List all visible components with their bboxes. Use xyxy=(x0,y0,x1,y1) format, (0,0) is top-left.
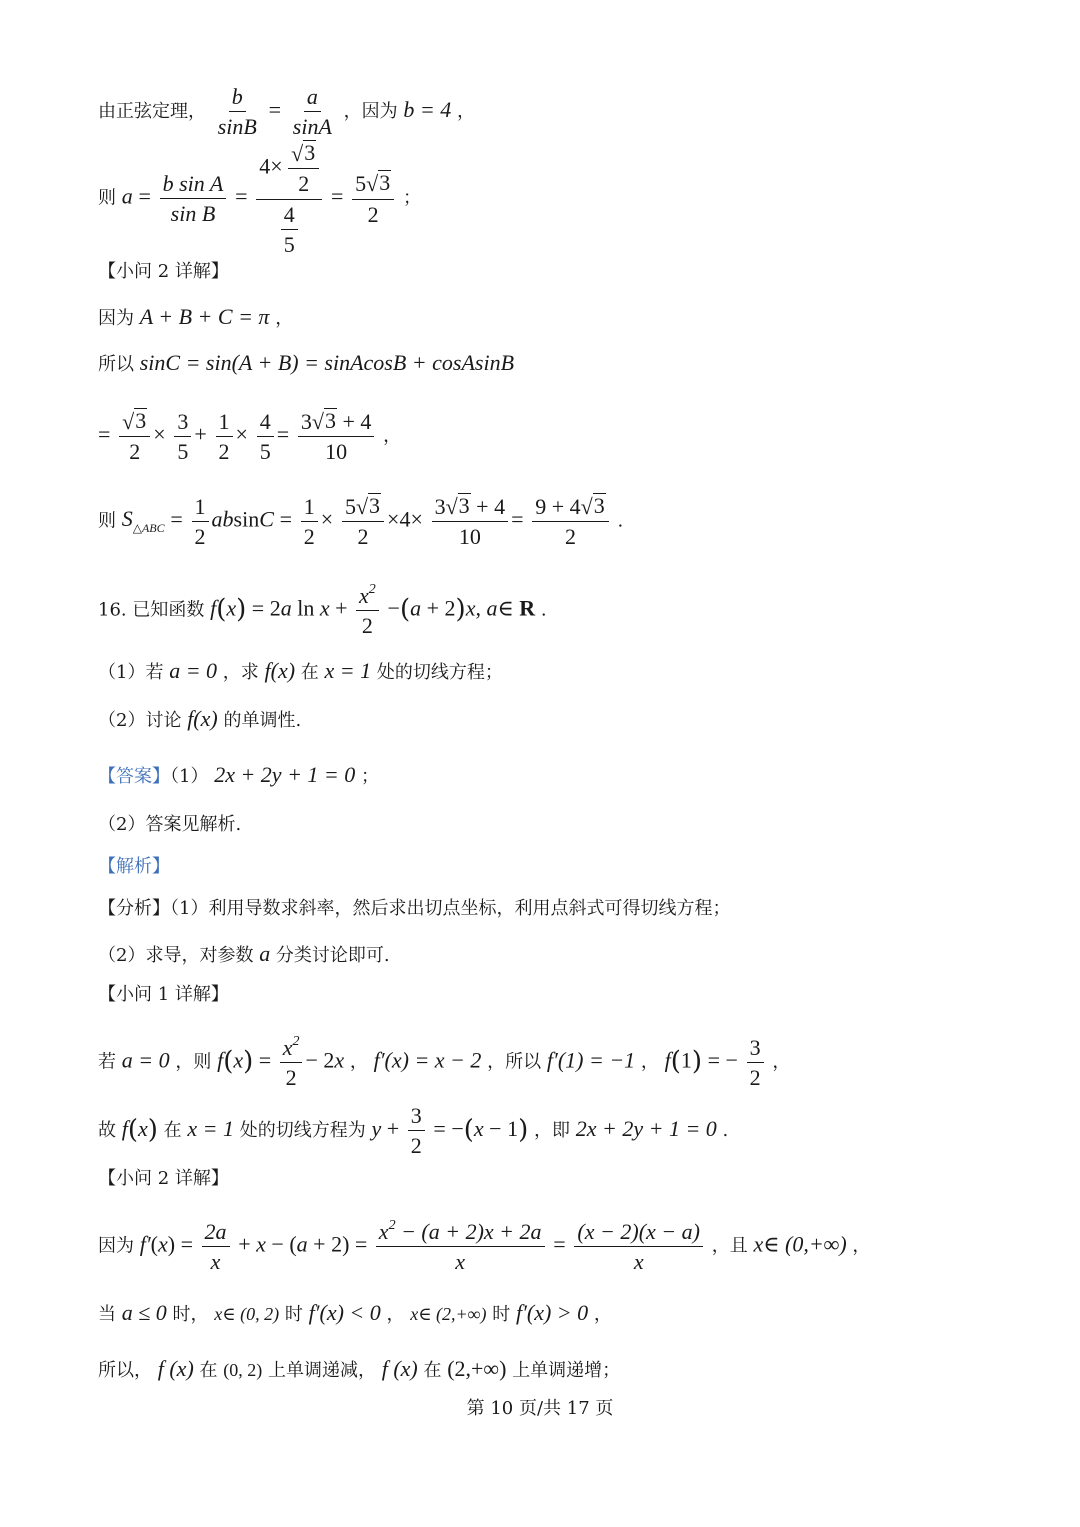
fraction: $\frac{1}{2}$ xyxy=(216,409,233,465)
text: 16. 已知函数 xyxy=(98,599,205,621)
problem-16-statement: 16. 已知函数 f(x) = 2a ln x + $\frac{x^2}{2}$ −(a + 2)x, a∈ R . xyxy=(98,582,547,639)
line-sinC-value: = √ 3 2 × $\frac{3}{5}$ + $\frac{1}{2}$ × $\frac{4}{5}$ = 3 √ 3 + 4 10 ， xyxy=(98,408,402,465)
text: 在 xyxy=(199,1360,218,1381)
equation: x∈ (2,+∞) xyxy=(410,1304,487,1324)
equation: x = 1 xyxy=(324,658,372,683)
fraction: $\frac{3}{5}$ xyxy=(174,409,191,465)
text: ， xyxy=(593,1304,612,1325)
equation: f(x) xyxy=(264,658,296,683)
equation: A + B + C = π xyxy=(139,304,270,329)
fraction-a-over-sinA: $\frac{a}{\sin A}$ xyxy=(292,84,332,140)
text: ， xyxy=(349,1051,368,1073)
fraction-complex: 4× √ 3 2 $\frac{4}{5}$ xyxy=(256,140,322,257)
fraction: 3 √ 3 + 4 10 xyxy=(298,408,375,465)
sub2-line-3 xyxy=(98,1358,620,1380)
text: ，则 xyxy=(175,1051,212,1073)
answer-line-2: （2）答案见解析. xyxy=(98,814,242,835)
fraction: 3 √ 3 + 4 10 xyxy=(432,493,509,550)
text: 在 xyxy=(300,662,319,683)
text: ，即 xyxy=(533,1119,570,1141)
equation: f (x) xyxy=(157,1356,194,1381)
fraction-bsinA-over-sinB: $\frac{\text{b sin A}}{\text{sin B}}$ xyxy=(160,171,227,227)
line-angle-sum xyxy=(98,306,293,328)
fraction: $\frac{x^2 - (a + 2)x + 2a}{x}$ xyxy=(376,1218,545,1275)
fraction: 5 √ 3 2 xyxy=(342,493,384,550)
text: 上单调递增； xyxy=(512,1360,621,1381)
page-footer: 第 10 页/共 17 页 xyxy=(466,1398,614,1419)
text: ，所以 xyxy=(487,1051,542,1073)
text: 当 xyxy=(98,1304,116,1325)
text: ，且 xyxy=(711,1235,748,1257)
equation: a ≤ 0 xyxy=(121,1300,167,1325)
text: （2）求导，对参数 xyxy=(98,945,254,966)
analysis-tag: 【解析】 xyxy=(98,856,170,877)
equation: (2,+∞) xyxy=(447,1356,507,1381)
text: ， xyxy=(383,425,402,447)
fraction: $\frac{4}{5}$ xyxy=(257,409,274,465)
text: （1）利用导数求斜率，然后求出切点坐标，利用点斜式可得切线方程； xyxy=(170,898,731,919)
text: . xyxy=(722,1119,729,1141)
equation: f′(1) = −1 xyxy=(546,1047,636,1073)
text: ； xyxy=(402,187,421,209)
text: 处的切线方程； xyxy=(376,662,503,683)
text: 则 xyxy=(98,510,116,532)
text: ， xyxy=(640,1051,659,1073)
line-sinC xyxy=(98,352,514,374)
text: 在 xyxy=(163,1119,182,1141)
text: 因为 xyxy=(98,308,134,329)
heading-sub2: 【小问 2 详解】 xyxy=(98,261,229,282)
fraction: $\frac{3}{2}$ xyxy=(408,1103,425,1159)
text: 所以， xyxy=(98,1360,152,1381)
text: 的单调性. xyxy=(223,710,302,731)
fraction-b-over-sinB: $\frac{b}{\sin B}$ xyxy=(217,84,257,140)
equation: 2x + 2y + 1 = 0 xyxy=(575,1115,717,1141)
fraction: $\frac{1}{2}$ xyxy=(301,494,318,550)
equation: x∈ (0, 2) xyxy=(214,1304,280,1324)
text: 则 xyxy=(98,187,116,209)
problem-16-q1 xyxy=(98,660,503,682)
line-a-value: 则 a = $\frac{\text{b sin A}}{\text{sin B}}$ = 4× √ 3 2 $\frac{4}{5}$ = 5 √ 3 2 ； xyxy=(98,140,421,258)
equation: x = 1 xyxy=(187,1115,235,1141)
sub1-line-2: 故 f(x) 在 x = 1 处的切线方程为 y + $\frac{3}{2}$ = −(x − 1) ，即 2x + 2y + 1 = 0 . xyxy=(98,1103,729,1159)
heading-sub1: 【小问 1 详解】 xyxy=(98,984,229,1005)
equation: f (x) xyxy=(381,1356,418,1381)
equation: a xyxy=(259,941,271,966)
equation: f′(x) = x − 2 xyxy=(373,1047,482,1073)
fraction: $\frac{3}{2}$ xyxy=(747,1035,764,1091)
text: ，因为 xyxy=(343,100,398,122)
fraction: $\frac{x^2}{2}$ xyxy=(356,582,379,639)
text: 时 xyxy=(284,1304,303,1325)
text: （1） xyxy=(170,766,209,787)
text: 上单调递减， xyxy=(267,1360,376,1381)
text: 时 xyxy=(492,1304,511,1325)
fraction: $\frac{(x - 2)(x - a)}{x}$ xyxy=(574,1219,703,1275)
text: ，求 xyxy=(222,662,259,683)
equation: sinC = sin(A + B) = sinAcosB + cosAsinB xyxy=(139,350,515,375)
fraction: $\frac{x^2}{2}$ xyxy=(280,1034,303,1091)
text: ， xyxy=(772,1051,791,1073)
text: ， xyxy=(852,1235,871,1257)
text: 处的切线方程为 xyxy=(239,1119,366,1141)
text: 若 xyxy=(98,1051,116,1073)
text: 所以 xyxy=(98,354,134,375)
analysis-line-1 xyxy=(98,900,730,918)
answer-tag: 【答案】 xyxy=(98,766,170,787)
sub1-line-1: 若 a = 0 ，则 f(x) = $\frac{x^2}{2}$ − 2x ， f′(x) = x − 2 ，所以 f′(1) = −1 ， f(1) = − $\frac{3}{2}$ ， xyxy=(98,1034,791,1091)
equation: (0, 2) xyxy=(223,1360,263,1380)
text: 由正弦定理， xyxy=(98,100,206,122)
text: 【分析】 xyxy=(98,898,170,919)
answer-line-1 xyxy=(98,764,379,786)
equation: 2x + 2y + 1 = 0 xyxy=(214,762,356,787)
analysis-line-2 xyxy=(98,943,390,965)
equation: f(x) xyxy=(187,706,218,731)
text: . xyxy=(540,599,547,621)
heading-sub2-b: 【小问 2 详解】 xyxy=(98,1168,229,1189)
equation: x∈ (0,+∞) xyxy=(753,1231,847,1257)
sub2-line-1: 因为 f′(x) = $\frac{2a}{x}$ + x − (a + 2) = $\frac{x^2 - (a + 2)x + 2a}{x}$ = $\frac{(x - 2)(x - a)}{x}$ ，且 x∈ (0,+∞) ， xyxy=(98,1218,871,1275)
equation: f′(x) < 0 xyxy=(308,1300,381,1325)
text: . xyxy=(617,510,624,532)
fraction: $\frac{1}{2}$ xyxy=(192,494,209,550)
text: ， xyxy=(456,100,475,122)
equation: b = 4 xyxy=(403,96,452,122)
text: （1）若 xyxy=(98,662,164,683)
text: ， xyxy=(386,1304,405,1325)
text: ； xyxy=(361,766,379,787)
text: （2）讨论 xyxy=(98,710,182,731)
fraction: √ 3 2 xyxy=(119,408,150,465)
equation: a = 0 xyxy=(121,1047,170,1073)
text: ， xyxy=(275,308,294,329)
problem-16-q2 xyxy=(98,708,301,730)
equation: f′(x) > 0 xyxy=(515,1300,589,1325)
equation: a = 0 xyxy=(169,658,218,683)
line-sine-rule: 由正弦定理， $\frac{b}{\sin B}$ = $\frac{a}{\sin A}$ ，因为 b = 4 ， xyxy=(98,84,475,140)
fraction: $\frac{2a}{x}$ xyxy=(202,1219,230,1275)
fraction-5root3-over-2: 5 √ 3 2 xyxy=(352,170,394,227)
line-area: 则 $S_{\triangle ABC}$ = $\frac{1}{2}$ absinC = $\frac{1}{2}$ × 5 √ 3 2 ×4× 3 √ 3 + 4 10 = 9 + 4 √ 3 2 . xyxy=(98,493,624,550)
fraction: 9 + 4 √ 3 2 xyxy=(532,493,609,550)
sub2-line-2 xyxy=(98,1302,612,1324)
text: 故 xyxy=(98,1119,116,1141)
text: 分类讨论即可. xyxy=(275,945,390,966)
text: 在 xyxy=(423,1360,442,1381)
text: 时， xyxy=(172,1304,209,1325)
text: 因为 xyxy=(98,1235,134,1257)
